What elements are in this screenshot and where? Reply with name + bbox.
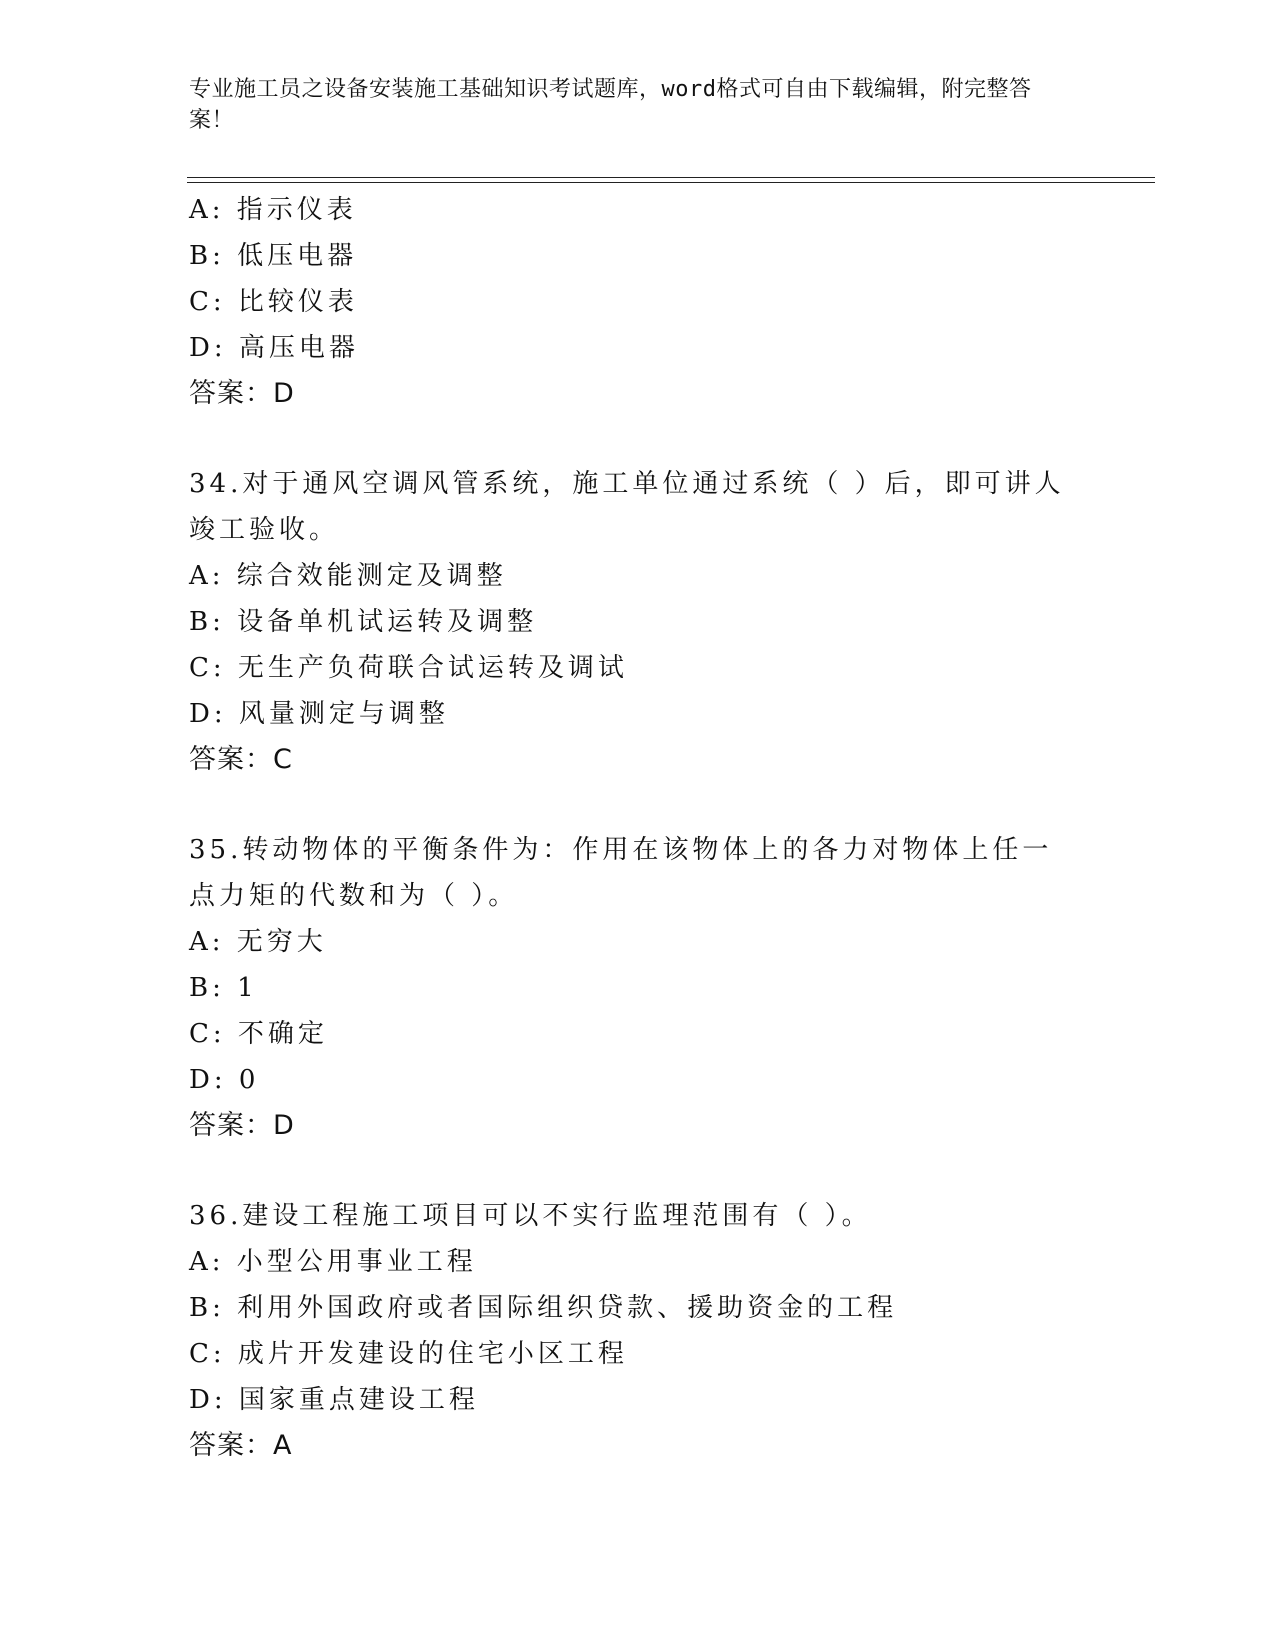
header-divider-top — [187, 177, 1155, 178]
option-b: B: 1 — [189, 973, 258, 1003]
option-c: C: 比较仪表 — [189, 287, 358, 317]
option-c: C: 无生产负荷联合试运转及调试 — [189, 653, 628, 683]
option-d: D: 高压电器 — [189, 333, 359, 363]
option-c: C: 成片开发建设的住宅小区工程 — [189, 1339, 628, 1369]
option-d: D: 风量测定与调整 — [189, 699, 449, 729]
question-35 — [189, 827, 1089, 1149]
option-d: D: 0 — [189, 1065, 260, 1095]
option-c: C: 不确定 — [189, 1019, 328, 1049]
answer-line: 答案：D — [189, 1110, 295, 1141]
option-b: B: 低压电器 — [189, 241, 358, 271]
question-36 — [189, 1193, 1089, 1469]
spacer — [189, 1149, 1089, 1193]
question-34 — [189, 461, 1089, 783]
option-b: B: 设备单机试运转及调整 — [189, 607, 538, 637]
option-d: D: 国家重点建设工程 — [189, 1385, 479, 1415]
spacer — [189, 783, 1089, 827]
question-list — [189, 187, 1089, 1469]
option-a: A: 小型公用事业工程 — [189, 1247, 477, 1277]
option-a: A: 无穷大 — [189, 927, 327, 957]
document-header: 专业施工员之设备安装施工基础知识考试题库，word格式可自由下载编辑，附完整答案！ — [189, 77, 1032, 133]
spacer — [189, 417, 1089, 461]
answer-line: 答案：D — [189, 378, 295, 409]
answer-line: 答案：A — [189, 1430, 293, 1461]
option-a: A: 指示仪表 — [189, 195, 357, 225]
option-a: A: 综合效能测定及调整 — [189, 561, 507, 591]
question-stem: 36.建设工程施工项目可以不实行监理范围有（ ）。 — [189, 1201, 872, 1231]
header-divider-bottom — [187, 182, 1155, 183]
question-33-continued — [189, 187, 1089, 417]
answer-line: 答案：C — [189, 744, 293, 775]
option-b: B: 利用外国政府或者国际组织贷款、援助资金的工程 — [189, 1293, 898, 1323]
question-stem: 34.对于通风空调风管系统，施工单位通过系统（ ）后，即可讲人竣工验收。 — [189, 469, 1065, 545]
question-stem: 35.转动物体的平衡条件为：作用在该物体上的各力对物体上任一点力矩的代数和为（ ）。 — [189, 835, 1053, 911]
